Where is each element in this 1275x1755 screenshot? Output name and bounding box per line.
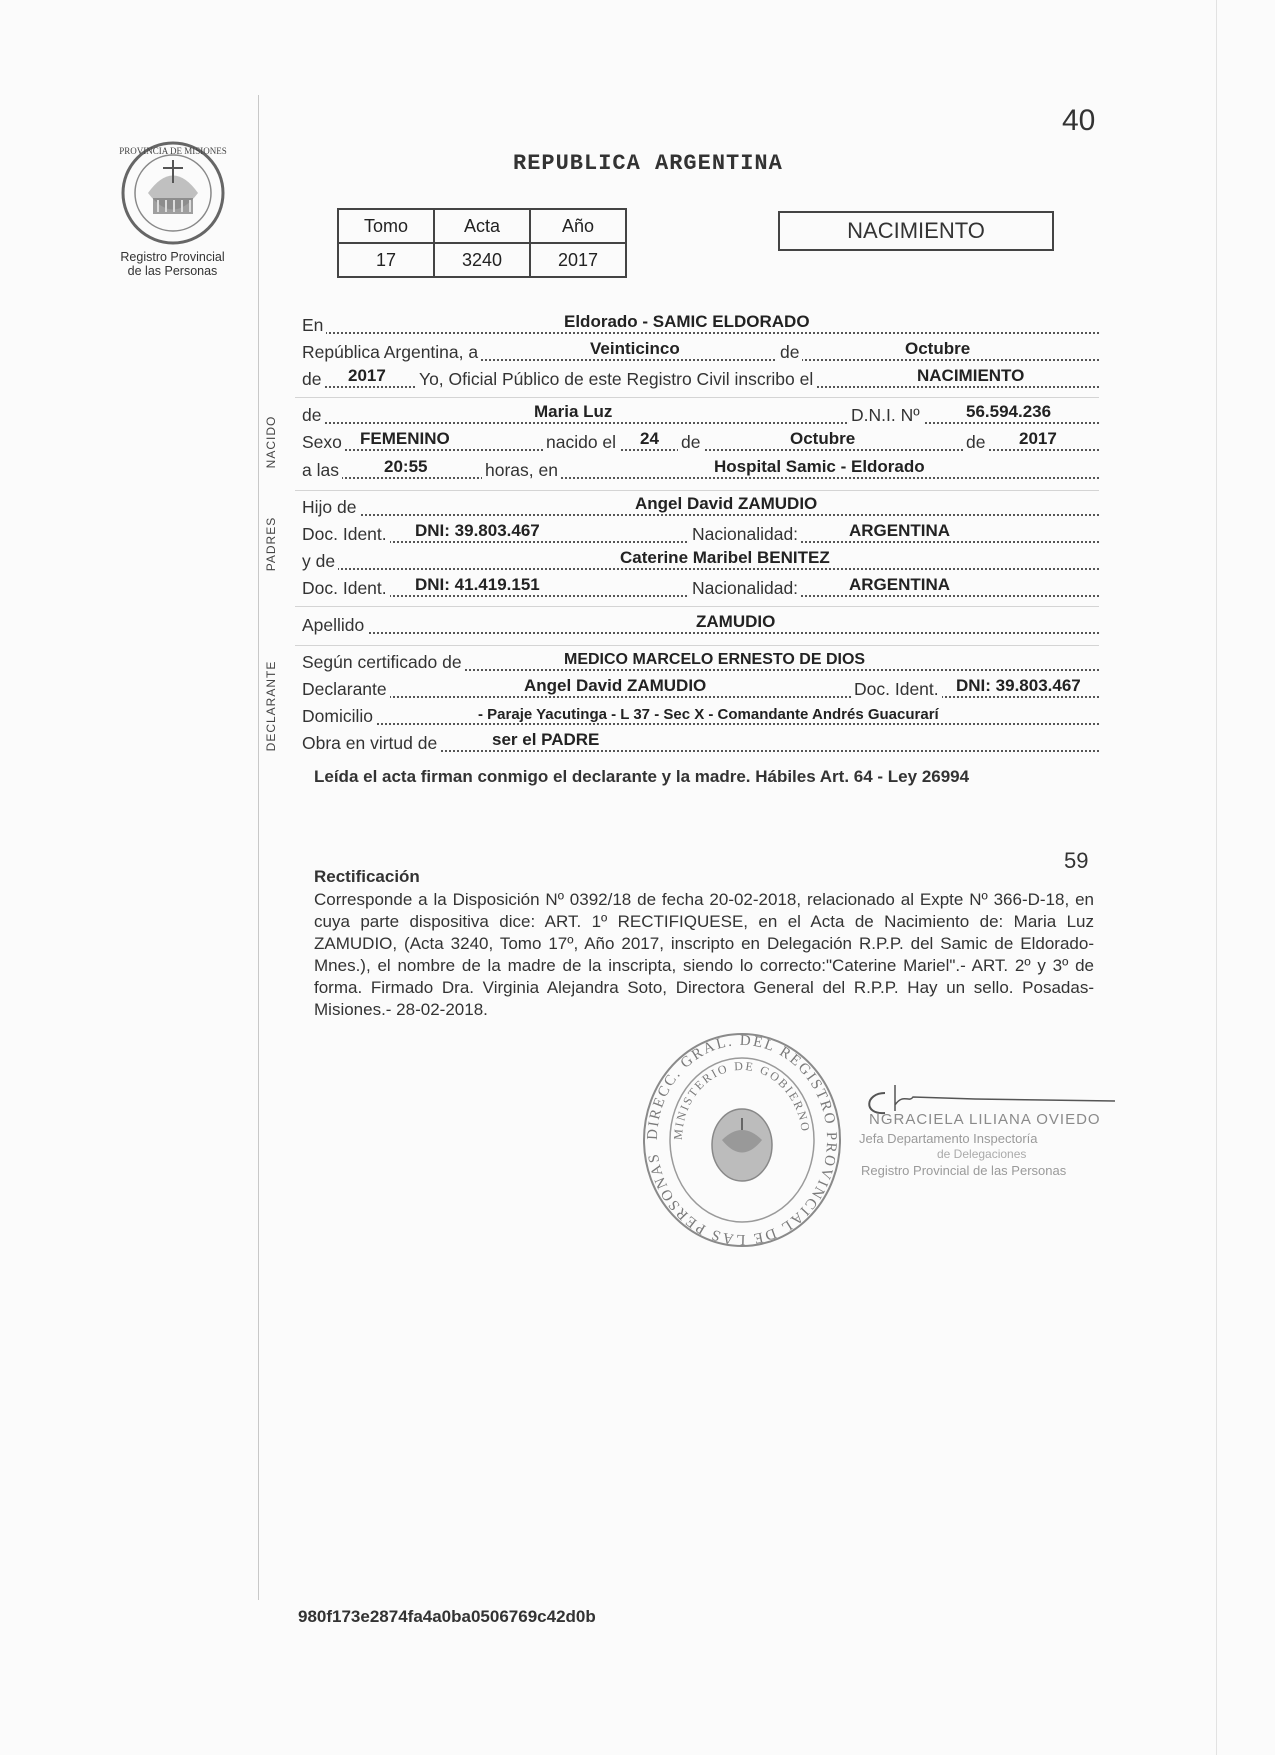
value-hora: 20:55 xyxy=(384,457,428,476)
section-label-nacido: NACIDO xyxy=(264,415,278,469)
row-domicilio xyxy=(302,704,1099,730)
value-sexo: FEMENINO xyxy=(360,429,450,448)
label-hijo-de: Hijo de xyxy=(302,497,359,518)
value-dia-texto: Veinticinco xyxy=(590,339,680,358)
value-padre-doc: DNI: 39.803.467 xyxy=(415,521,540,540)
label-declarante: Declarante xyxy=(302,679,390,700)
record-type-box: NACIMIENTO xyxy=(778,211,1054,251)
value-padre-nac: ARGENTINA xyxy=(849,521,951,540)
row-declarante xyxy=(302,677,1099,703)
record-value-tomo: 17 xyxy=(338,243,434,277)
label-republica: República Argentina, a xyxy=(302,342,481,363)
seal-caption-line2: de las Personas xyxy=(127,264,218,278)
document-hash: 980f173e2874fa4a0ba0506769c42d0b xyxy=(298,1607,596,1626)
record-header-anio: Año xyxy=(530,209,626,243)
signature-name: NGRACIELA LILIANA OVIEDO xyxy=(869,1111,1101,1128)
value-declarante: Angel David ZAMUDIO xyxy=(524,676,707,695)
row-fecha-texto xyxy=(302,340,1099,366)
label-de-anio2: de xyxy=(963,432,988,453)
seal-caption-line1: Registro Provincial xyxy=(120,250,225,264)
value-domicilio: - Paraje Yacutinga - L 37 - Sec X - Comandante Andrés Guacurarí xyxy=(478,706,939,723)
value-obra: ser el PADRE xyxy=(492,730,600,749)
label-dni: D.N.I. Nº xyxy=(848,405,923,426)
stamp-text: DIRECC. GRAL. DEL REGISTRO PROVINCIAL DE LAS PERSONAS xyxy=(644,1032,840,1248)
value-apellido: ZAMUDIO xyxy=(696,612,776,631)
label-horas-en: horas, en xyxy=(482,460,561,481)
record-header-tomo: Tomo xyxy=(338,209,434,243)
label-apellido: Apellido xyxy=(302,615,367,636)
rectification-title: Rectificación xyxy=(314,867,420,886)
label-nacido: nacido el xyxy=(543,432,619,453)
rectification-number: 59 xyxy=(1064,848,1089,873)
row-apellido xyxy=(302,613,1099,639)
label-sexo: Sexo xyxy=(302,432,345,453)
row-padre-doc xyxy=(302,522,1099,548)
right-margin-line xyxy=(1216,0,1217,1755)
signature-role1: Jefa Departamento Inspectoría xyxy=(859,1131,1038,1146)
label-padre-doc: Doc. Ident. xyxy=(302,524,390,545)
value-madre-doc: DNI: 41.419.151 xyxy=(415,575,540,594)
seal-text: PROVINCIA DE MISIONES xyxy=(119,146,227,156)
row-sexo xyxy=(302,430,1099,456)
label-declarante-doc: Doc. Ident. xyxy=(851,679,942,700)
label-de-mes: de xyxy=(777,342,802,363)
row-certificado xyxy=(302,650,1099,676)
value-mes: Octubre xyxy=(790,429,856,448)
rectification-body: Corresponde a la Disposición Nº 0392/18 de fecha 20-02-2018, relacionado al Expte Nº 366-D-18, en cuya parte dispositiva dice: ART. 1º RECTIFIQUESE, en el Acta de Nacimiento de: Maria Luz ZAMUDIO, (Acta 3240, Tomo 17º, Año 2017, inscripto en Delegación R.P.P. del Samic de Eldorado-Mnes.), el nombre de la madre de la inscripta, siendo lo correcto:"Caterine Mariel".- ART. 2º y 3º de forma. Firmado Dra. Virginia Alejandra Soto, Directora General del R.P.P. Hay un sello. Posadas- Misiones.- 28-02-2018. xyxy=(314,890,1094,1019)
row-padre xyxy=(302,495,1099,521)
value-nombre: Maria Luz xyxy=(534,402,613,421)
signature-block xyxy=(855,1083,1125,1203)
row-nombre xyxy=(302,403,1099,429)
row-lugar xyxy=(302,313,1099,339)
row-hora xyxy=(302,458,1099,484)
value-declarante-doc: DNI: 39.803.467 xyxy=(956,676,1081,695)
signature-role2: de Delegaciones xyxy=(937,1147,1027,1161)
value-madre: Caterine Maribel BENITEZ xyxy=(620,548,830,567)
provincial-seal-icon xyxy=(118,138,228,248)
row-obra xyxy=(302,731,1099,757)
record-header-acta: Acta xyxy=(434,209,530,243)
value-padre: Angel David ZAMUDIO xyxy=(635,494,818,513)
page-number: 40 xyxy=(1062,104,1096,137)
official-stamp-icon xyxy=(637,1030,847,1250)
label-de-mes2: de xyxy=(678,432,703,453)
label-yo: Yo, Oficial Público de este Registro Civil inscribo el xyxy=(416,369,816,390)
document-title: REPUBLICA ARGENTINA xyxy=(513,151,783,176)
label-certificado: Según certificado de xyxy=(302,652,465,673)
value-lugar: Eldorado - SAMIC ELDORADO xyxy=(564,312,810,331)
label-en: En xyxy=(302,315,326,336)
section-label-padres: PADRES xyxy=(264,516,278,572)
label-madre-nac: Nacionalidad: xyxy=(689,578,801,599)
label-de-anio: de xyxy=(302,369,324,390)
record-value-anio: 2017 xyxy=(530,243,626,277)
value-dia: 24 xyxy=(640,429,659,448)
value-dni: 56.594.236 xyxy=(966,402,1052,421)
value-tipo: NACIMIENTO xyxy=(917,366,1025,385)
value-anio: 2017 xyxy=(348,366,386,385)
value-madre-nac: ARGENTINA xyxy=(849,575,951,594)
label-padre-nac: Nacionalidad: xyxy=(689,524,801,545)
value-mes-texto: Octubre xyxy=(905,339,971,358)
seal-caption xyxy=(100,250,245,278)
section-label-declarante: DECLARANTE xyxy=(264,660,278,752)
label-domicilio: Domicilio xyxy=(302,706,376,727)
signature-role3: Registro Provincial de las Personas xyxy=(861,1163,1067,1178)
value-certificado: MEDICO MARCELO ERNESTO DE DIOS xyxy=(564,651,866,668)
left-margin-line xyxy=(258,95,259,1600)
value-lugar-nacimiento: Hospital Samic - Eldorado xyxy=(714,457,925,476)
value-anio2: 2017 xyxy=(1019,429,1057,448)
stamp-inner-text: MINISTERIO DE GOBIERNO xyxy=(670,1058,813,1141)
label-hora: a las xyxy=(302,460,342,481)
record-table xyxy=(337,208,627,278)
label-y-de: y de xyxy=(302,551,338,572)
closing-statement: Leída el acta firman conmigo el declarante y la madre. Hábiles Art. 64 - Ley 26994 xyxy=(314,767,970,786)
label-obra: Obra en virtud de xyxy=(302,733,440,754)
row-madre xyxy=(302,549,1099,575)
label-madre-doc: Doc. Ident. xyxy=(302,578,390,599)
record-value-acta: 3240 xyxy=(434,243,530,277)
label-de-nombre: de xyxy=(302,405,324,426)
row-madre-doc xyxy=(302,576,1099,602)
row-inscripcion xyxy=(302,367,1099,393)
